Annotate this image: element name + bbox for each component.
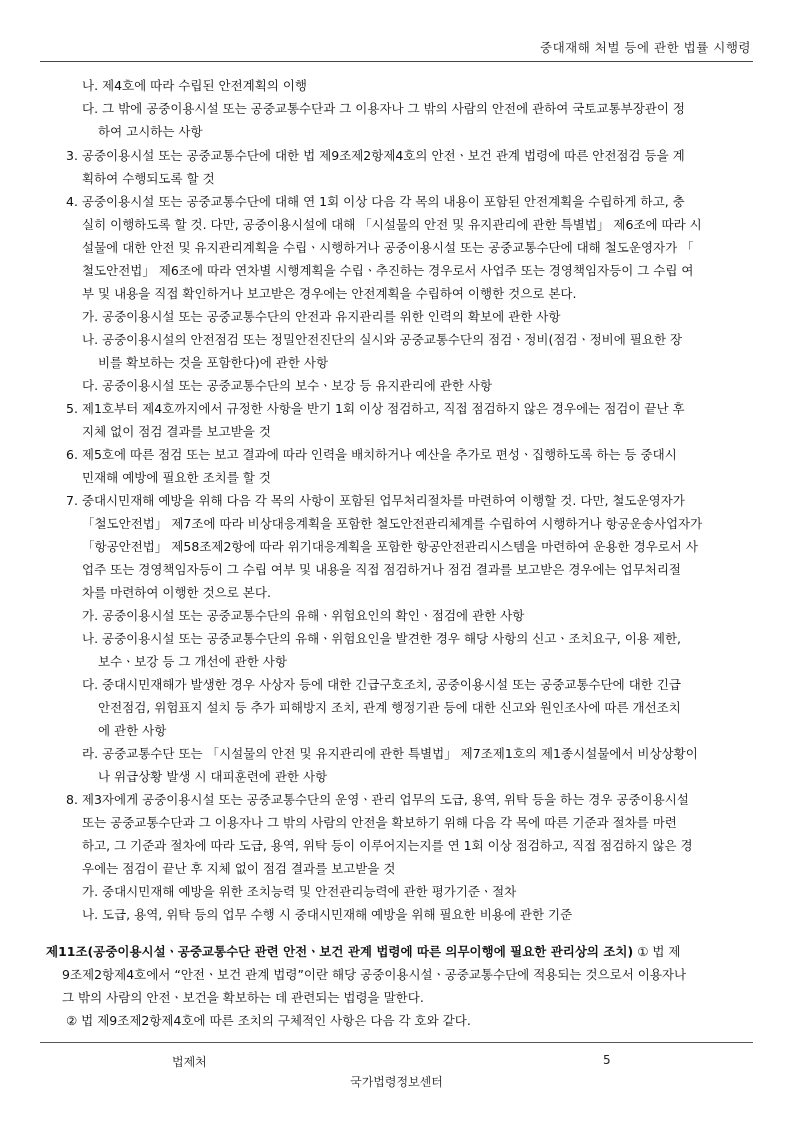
text-line: 철도안전법」 제6조에 따라 연차별 시행계획을 수립ㆍ추진하는 경우로서 사업주 또는 경영책임자등이 그 수립 여 — [82, 263, 694, 278]
article-first-line — [46, 944, 681, 960]
text-line: 나. 도급, 용역, 위탁 등의 업무 수행 시 중대시민재해 예방을 위해 필요한 비용에 관한 기준 — [82, 907, 573, 922]
text-line: 그 밖의 사람의 안전ㆍ보건을 확보하는 데 관련되는 법령을 말한다. — [62, 990, 424, 1005]
text-line: 「항공안전법」 제58조제2항에 따라 위기대응계획을 포함한 항공안전관리시스템을 마련하여 운용한 경우로서 사 — [82, 539, 698, 554]
text-line: 다. 그 밖에 공중이용시설 또는 공중교통수단과 그 이용자나 그 밖의 사람의 안전에 관하여 국토교통부장관이 정 — [82, 101, 685, 116]
text-line: 안전점검, 위험표지 설치 등 추가 피해방지 조치, 관계 행정기관 등에 대한 신고와 원인조사에 따른 개선조치 — [98, 700, 681, 715]
text-line: 하고, 그 기준과 절차에 따라 도급, 용역, 위탁 등이 이루어지는지를 연 1회 이상 점검하고, 직접 점검하지 않은 경 — [82, 838, 693, 853]
article-title: 제11조(공중이용시설ㆍ공중교통수단 관련 안전ㆍ보건 관계 법령에 따른 의무이행에 필요한 관리상의 조치) — [46, 944, 634, 959]
text-line: 8. 제3자에게 공중이용시설 또는 공중교통수단의 운영ㆍ관리 업무의 도급, 용역, 위탁 등을 하는 경우 공중이용시설 — [66, 792, 689, 807]
text-line: 업주 또는 경영책임자등이 그 수립 여부 및 내용을 직접 점검하거나 점검 결과를 보고받은 경우에는 업무처리절 — [82, 562, 682, 577]
text-line: 9조제2항제4호에서 “안전ㆍ보건 관계 법령”이란 해당 공중이용시설ㆍ공중교통수단에 적용되는 것으로서 이용자나 — [62, 967, 687, 982]
text-line: 3. 공중이용시설 또는 공중교통수단에 대한 법 제9조제2항제4호의 안전ㆍ보건 관계 법령에 따른 안전점검 등을 계 — [66, 148, 685, 163]
text-line: 나. 공중이용시설 또는 공중교통수단의 유해ㆍ위험요인을 발견한 경우 해당 사항의 신고ㆍ조치요구, 이용 제한, — [82, 631, 682, 646]
text-line: 획하여 수행되도록 할 것 — [82, 171, 215, 186]
footer-publisher: 법제처 — [172, 1055, 207, 1069]
footer-source: 국가법령정보센터 — [350, 1075, 443, 1089]
footer-divider — [40, 1042, 753, 1043]
document-title: 중대재해 처벌 등에 관한 법률 시행령 — [540, 40, 751, 55]
text-line: 나 위급상황 발생 시 대피훈련에 관한 사항 — [98, 769, 328, 784]
text-line: 가. 중대시민재해 예방을 위한 조치능력 및 안전관리능력에 관한 평가기준ㆍ절차 — [82, 884, 517, 899]
text-line: 4. 공중이용시설 또는 공중교통수단에 대해 연 1회 이상 다음 각 목의 내용이 포함된 안전계획을 수립하게 하고, 충 — [66, 194, 685, 209]
text-line: 나. 공중이용시설의 안전점검 또는 정밀안전진단의 실시와 공중교통수단의 점검ㆍ정비(점검ㆍ정비에 필요한 장 — [82, 332, 683, 347]
text-line: ② 법 제9조제2항제4호에 따른 조치의 구체적인 사항은 다음 각 호와 같다. — [66, 1013, 471, 1028]
text-line: 7. 중대시민재해 예방을 위해 다음 각 목의 사항이 포함된 업무처리절차를 마련하여 이행할 것. 다만, 철도운영자가 — [66, 493, 685, 508]
text-line: 「철도안전법」 제7조에 따라 비상대응계획을 포함한 철도안전관리체계를 수립하여 시행하거나 항공운송사업자가 — [82, 516, 703, 531]
text-line: 나. 제4호에 따라 수립된 안전계획의 이행 — [82, 78, 307, 93]
text-line: 에 관한 사항 — [98, 723, 167, 738]
text-line: 가. 공중이용시설 또는 공중교통수단의 유해ㆍ위험요인의 확인ㆍ점검에 관한 사항 — [82, 608, 525, 623]
header-divider — [40, 61, 753, 62]
text-line: 다. 공중이용시설 또는 공중교통수단의 보수ㆍ보강 등 유지관리에 관한 사항 — [82, 378, 493, 393]
text-line: 5. 제1호부터 제4호까지에서 규정한 사항을 반기 1회 이상 점검하고, 직접 점검하지 않은 경우에는 점검이 끝난 후 — [66, 401, 685, 416]
text-line: 보수ㆍ보강 등 그 개선에 관한 사항 — [98, 654, 287, 669]
text-line: 설물에 대한 안전 및 유지관리계획을 수립ㆍ시행하거나 공중이용시설 또는 공중교통수단에 대해 철도운영자가 「 — [82, 240, 694, 255]
text-line: 지체 없이 점검 결과를 보고받을 것 — [82, 424, 271, 439]
text-line: 또는 공중교통수단과 그 이용자나 그 밖의 사람의 안전을 확보하기 위해 다음 각 목에 따른 기준과 절차를 마련 — [82, 815, 677, 830]
article-first-line-rest: ① 법 제 — [633, 944, 681, 959]
text-line: 다. 중대시민재해가 발생한 경우 사상자 등에 대한 긴급구호조치, 공중이용시설 또는 공중교통수단에 대한 긴급 — [82, 677, 682, 692]
text-line: 민재해 예방에 필요한 조치를 할 것 — [82, 470, 271, 485]
text-line: 부 및 내용을 직접 확인하거나 보고받은 경우에는 안전계획을 수립하여 이행한 것으로 본다. — [82, 286, 577, 301]
text-line: 비를 확보하는 것을 포함한다)에 관한 사항 — [98, 355, 329, 370]
text-line: 우에는 점검이 끝난 후 지체 없이 점검 결과를 보고받을 것 — [82, 861, 396, 876]
text-line: 6. 제5호에 따른 점검 또는 보고 결과에 따라 인력을 배치하거나 예산을 추가로 편성ㆍ집행하도록 하는 등 중대시 — [66, 447, 677, 462]
text-line: 실히 이행하도록 할 것. 다만, 공중이용시설에 대해 「시설물의 안전 및 유지관리에 관한 특별법」 제6조에 따라 시 — [82, 217, 702, 232]
text-line: 하여 고시하는 사항 — [98, 124, 203, 139]
text-line: 라. 공중교통수단 또는 「시설물의 안전 및 유지관리에 관한 특별법」 제7조제1호의 제1종시설물에서 비상상황이 — [82, 746, 698, 761]
page-number: 5 — [603, 1053, 611, 1067]
text-line: 가. 공중이용시설 또는 공중교통수단의 안전과 유지관리를 위한 인력의 확보에 관한 사항 — [82, 309, 561, 324]
text-line: 차를 마련하여 이행한 것으로 본다. — [82, 585, 271, 600]
